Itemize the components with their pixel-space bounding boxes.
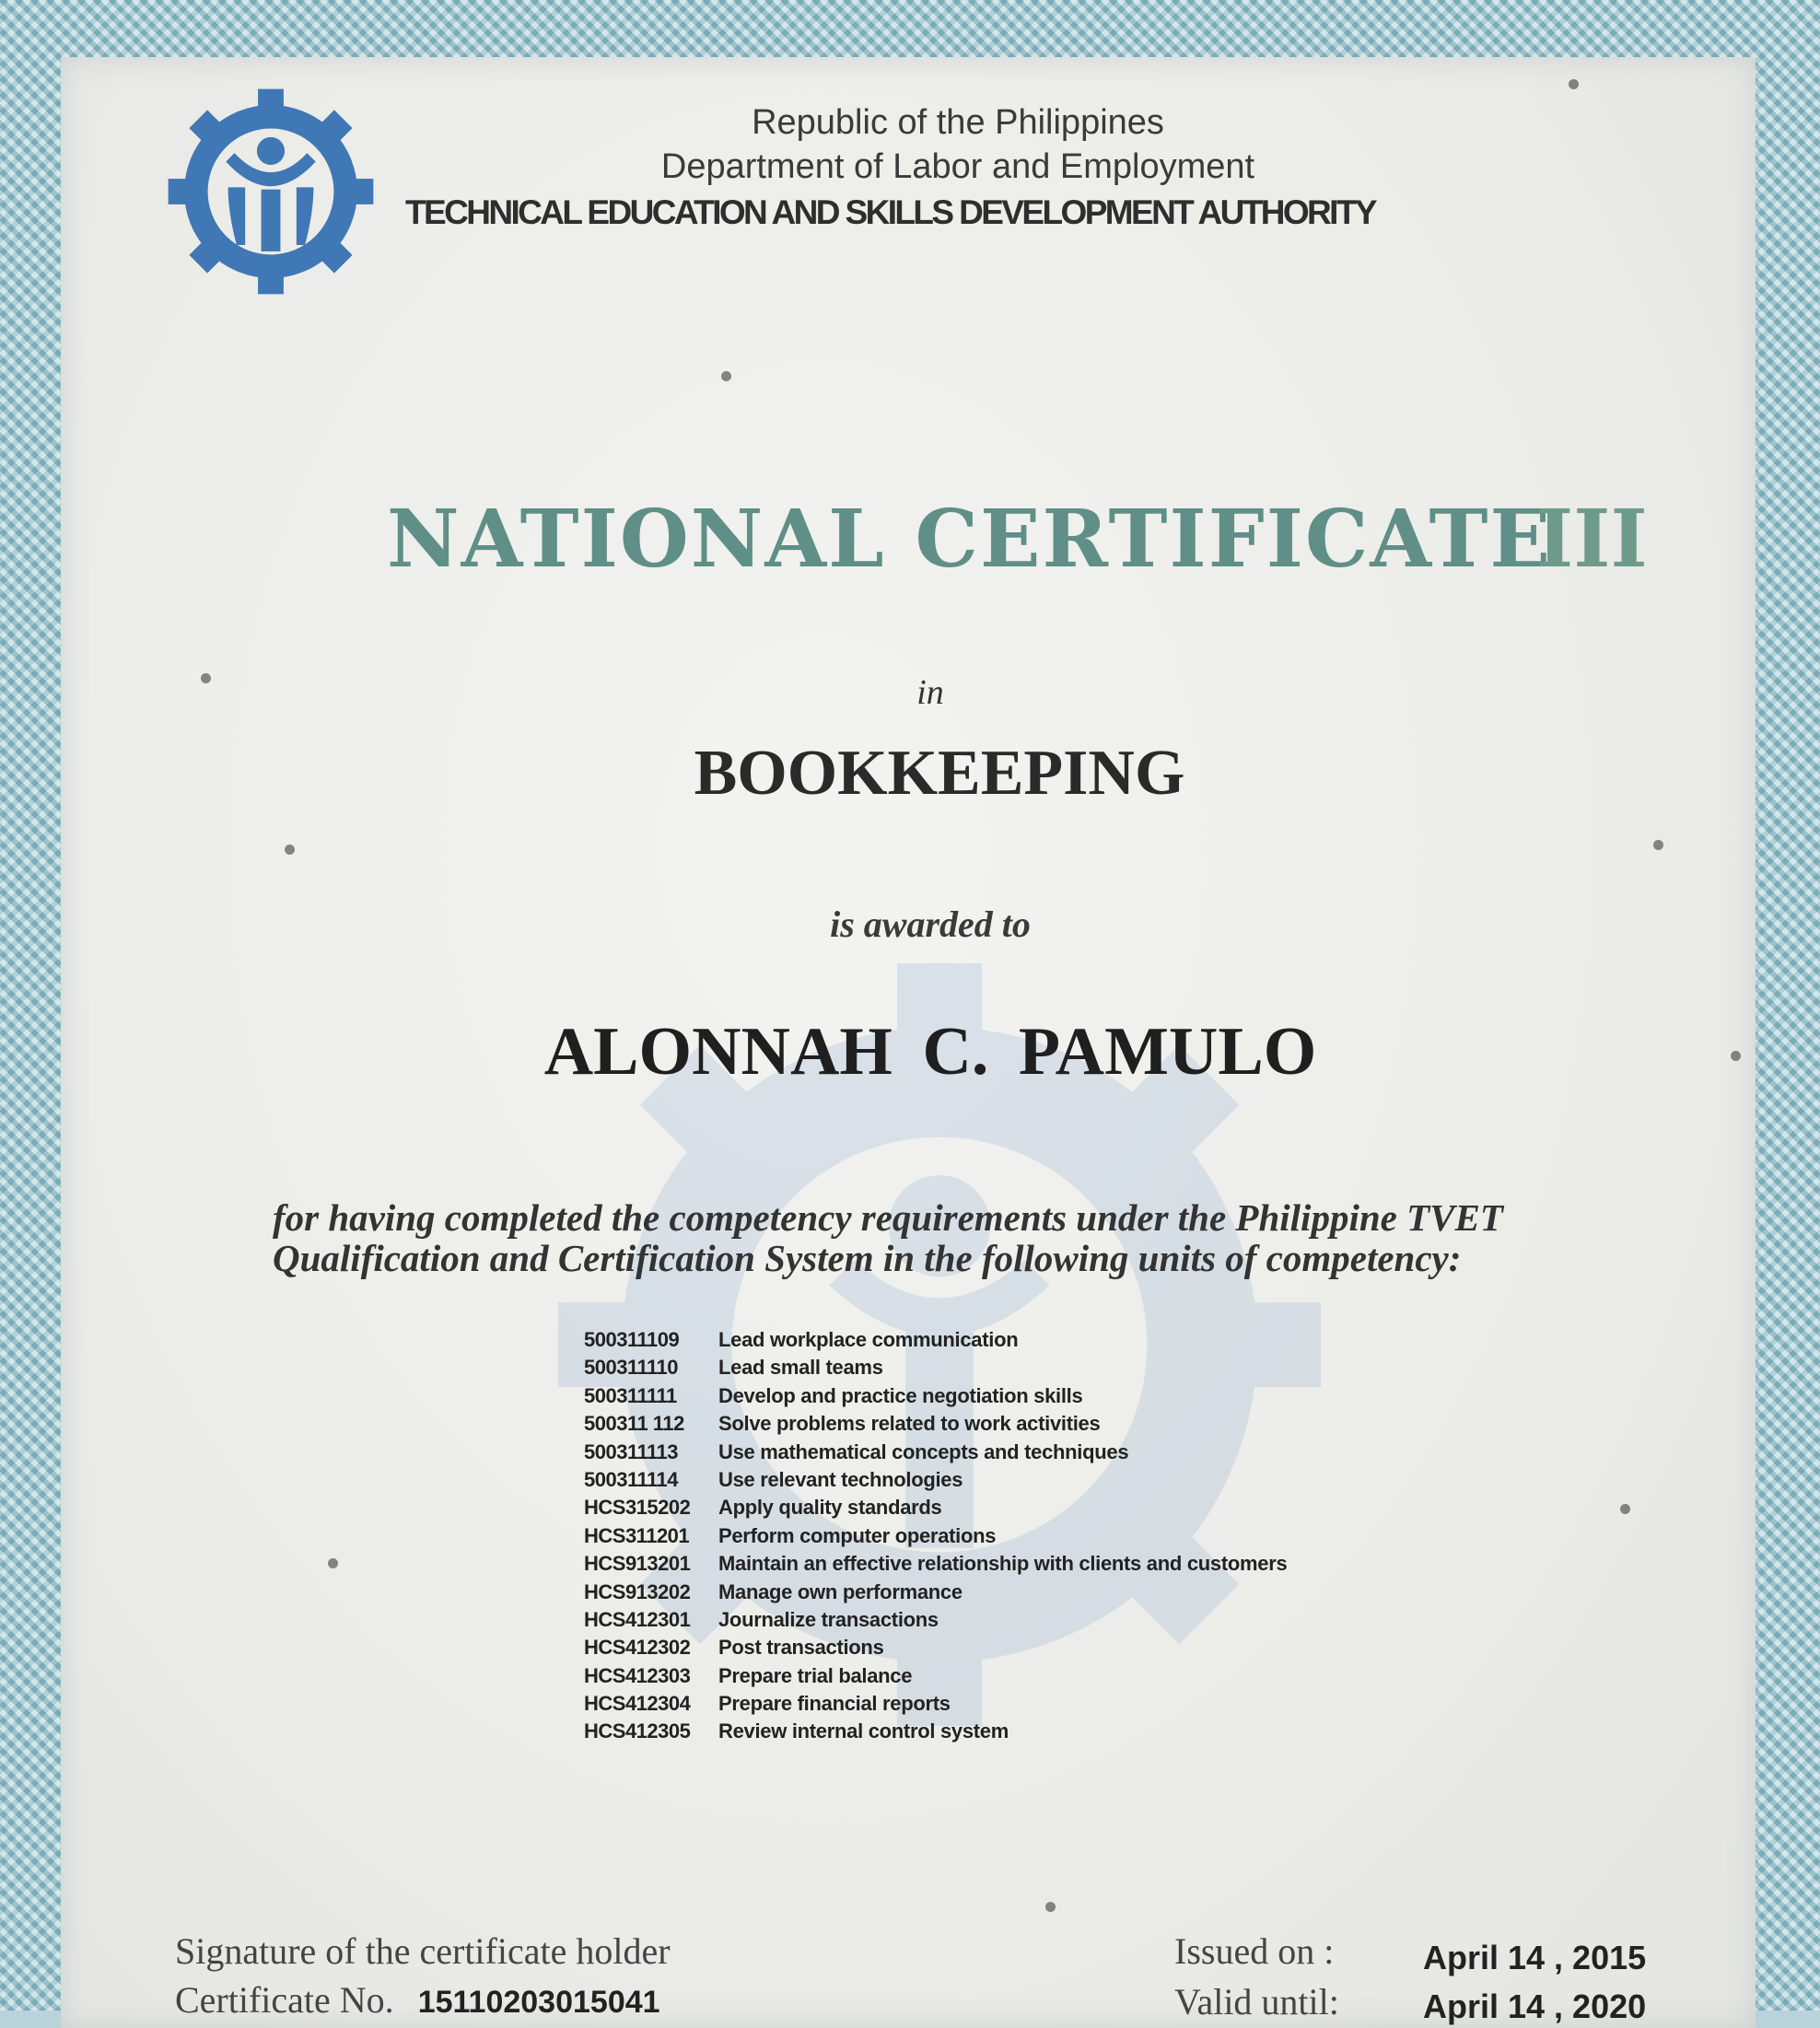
- certificate-number-line: [175, 1978, 660, 2022]
- competency-units-list: [584, 1326, 1505, 1746]
- unit-code: 500311111: [584, 1383, 677, 1407]
- unit-code: HCS412302: [584, 1636, 691, 1660]
- unit-code: 500311109: [584, 1328, 680, 1351]
- unit-row: [584, 1634, 1505, 1661]
- unit-title: Lead small teams: [718, 1356, 883, 1380]
- decorative-dot: [1620, 1504, 1630, 1514]
- tesda-logo-icon: [164, 85, 378, 298]
- unit-row: [584, 1354, 1505, 1381]
- in-word: in: [916, 673, 944, 712]
- unit-title: Solve problems related to work activities: [718, 1412, 1101, 1436]
- unit-code: 500311110: [584, 1356, 678, 1380]
- certificate-number: 15110203015041: [417, 1985, 660, 2020]
- unit-row: [584, 1326, 1505, 1354]
- unit-code: HCS412304: [584, 1692, 691, 1716]
- unit-title: Lead workplace communication: [718, 1328, 1019, 1351]
- unit-title: Post transactions: [718, 1636, 884, 1660]
- unit-code: 500311 112: [584, 1412, 684, 1436]
- unit-title: Manage own performance: [718, 1579, 962, 1603]
- unit-row: [584, 1522, 1505, 1550]
- unit-title: Review internal control system: [718, 1719, 1009, 1743]
- unit-title: Apply quality standards: [718, 1496, 942, 1520]
- unit-title: Journalize transactions: [718, 1607, 939, 1631]
- signature-label: Signature of the certificate holder: [175, 1930, 671, 1972]
- unit-row: [584, 1718, 1505, 1745]
- unit-title: Prepare financial reports: [718, 1692, 951, 1716]
- certificate-title: NATIONAL CERTIFICATE: [387, 493, 1552, 586]
- unit-row: [584, 1466, 1505, 1494]
- unit-code: HCS913201: [584, 1552, 691, 1576]
- unit-code: HCS913202: [584, 1579, 691, 1603]
- unit-code: HCS315202: [584, 1496, 691, 1520]
- unit-row: [584, 1439, 1505, 1466]
- decorative-dot: [201, 673, 211, 683]
- unit-title: Maintain an effective relationship with clients and customers: [718, 1552, 1288, 1576]
- unit-code: HCS412303: [584, 1663, 691, 1687]
- unit-title: Use relevant technologies: [718, 1467, 963, 1491]
- unit-code: 500311113: [584, 1439, 678, 1463]
- qualification-name: BOOKKEEPING: [694, 738, 1185, 809]
- unit-row: [584, 1410, 1505, 1438]
- unit-row: [584, 1494, 1505, 1521]
- unit-row: [584, 1690, 1505, 1718]
- unit-row: [584, 1606, 1505, 1634]
- awarded-text: is awarded to: [830, 903, 1031, 945]
- unit-title: Develop and practice negotiation skills: [718, 1383, 1083, 1407]
- unit-code: HCS311201: [584, 1523, 690, 1547]
- decorative-dot: [328, 1558, 338, 1568]
- unit-title: Prepare trial balance: [718, 1663, 913, 1687]
- decorative-dot: [1731, 1051, 1741, 1061]
- decorative-dot: [1045, 1902, 1056, 1912]
- decorative-dot: [721, 371, 731, 381]
- unit-code: 500311114: [584, 1467, 678, 1491]
- decorative-dot: [285, 845, 295, 855]
- completion-statement: for having completed the competency requirements under the Philippine TVET Qualification and Certification System in the following units of competency:: [273, 1196, 1503, 1279]
- valid-until-date: April 14 , 2020: [1423, 1987, 1647, 2025]
- issued-on-label: Issued on :: [1174, 1930, 1335, 1972]
- unit-title: Use mathematical concepts and techniques: [718, 1439, 1129, 1463]
- certificate-level: III: [1536, 493, 1648, 586]
- unit-row: [584, 1662, 1505, 1690]
- certificate-number-label: Certificate No.: [175, 1979, 394, 2021]
- decorative-dot: [1569, 79, 1579, 89]
- unit-code: HCS412301: [584, 1607, 691, 1631]
- header-republic: Republic of the Philippines: [752, 103, 1164, 142]
- decorative-dot: [1653, 840, 1663, 850]
- valid-until-label: Valid until:: [1174, 1981, 1339, 2022]
- unit-row: [584, 1579, 1505, 1606]
- issued-on-date: April 14 , 2015: [1423, 1939, 1647, 1976]
- unit-title: Perform computer operations: [718, 1523, 997, 1547]
- header-department: Department of Labor and Employment: [660, 147, 1255, 186]
- unit-row: [584, 1382, 1505, 1410]
- header-agency: TECHNICAL EDUCATION AND SKILLS DEVELOPMENT AUTHORITY: [405, 193, 1375, 231]
- unit-code: HCS412305: [584, 1719, 691, 1743]
- holder-name: ALONNAH C. PAMULO: [543, 1014, 1317, 1090]
- unit-row: [584, 1550, 1505, 1578]
